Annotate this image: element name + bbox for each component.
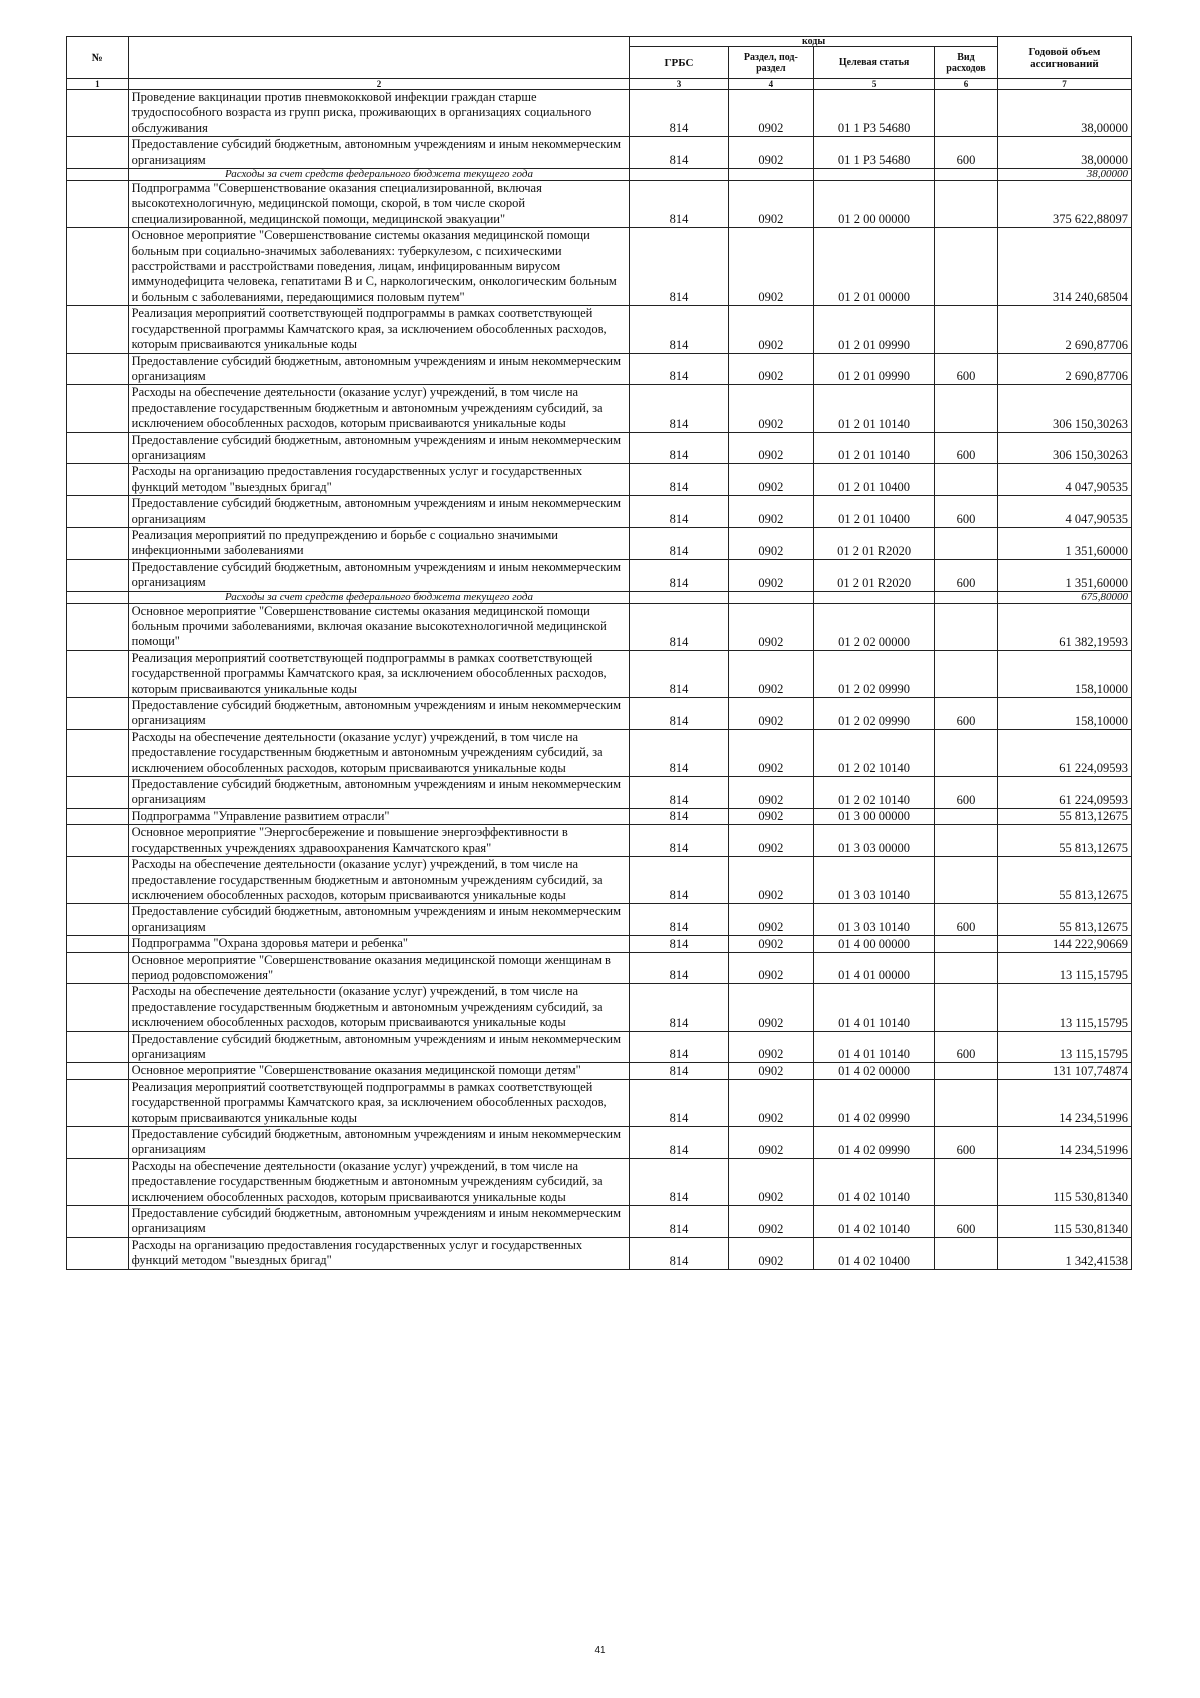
cell-number (67, 650, 129, 697)
cell-kind (935, 90, 998, 137)
cell-grbs: 814 (630, 464, 728, 496)
cell-section: 0902 (728, 306, 813, 353)
cell-number (67, 306, 129, 353)
cell-kind (935, 952, 998, 984)
cell-section: 0902 (728, 559, 813, 591)
cell-target: 01 3 03 10140 (814, 904, 935, 936)
cell-section: 0902 (728, 650, 813, 697)
cell-target: 01 2 01 10140 (814, 385, 935, 432)
cell-number (67, 464, 129, 496)
cell-section: 0902 (728, 904, 813, 936)
cell-number (67, 808, 129, 824)
table-row (67, 777, 1132, 809)
cell-section: 0902 (728, 984, 813, 1031)
cell-kind (935, 936, 998, 952)
cell-name: Предоставление субсидий бюджетным, автономным учреждениям и иным некоммерческим организациям (128, 353, 630, 385)
cell-kind: 600 (935, 698, 998, 730)
cell-grbs (630, 591, 728, 603)
cell-name: Подпрограмма "Совершенствование оказания специализированной, включая высокотехнологичную, медицинской помощи, скорой, в том числе скорой специализированной, медицинской помощи, медицинской эвакуации" (128, 181, 630, 228)
table-row (67, 1031, 1132, 1063)
cell-number (67, 825, 129, 857)
cell-target: 01 2 01 10400 (814, 464, 935, 496)
federal-budget-row (67, 591, 1132, 603)
cell-number (67, 1079, 129, 1126)
cell-number (67, 385, 129, 432)
cell-target: 01 4 02 00000 (814, 1063, 935, 1079)
header-index: 4 (728, 79, 813, 90)
cell-kind: 600 (935, 1206, 998, 1238)
cell-grbs: 814 (630, 857, 728, 904)
cell-target: 01 3 03 10140 (814, 857, 935, 904)
cell-section: 0902 (728, 1031, 813, 1063)
cell-name: Предоставление субсидий бюджетным, автономным учреждениям и иным некоммерческим организациям (128, 137, 630, 169)
header-index: 3 (630, 79, 728, 90)
cell-grbs: 814 (630, 936, 728, 952)
cell-kind (935, 603, 998, 650)
cell-section: 0902 (728, 1237, 813, 1269)
cell-section: 0902 (728, 353, 813, 385)
cell-section: 0902 (728, 857, 813, 904)
cell-amount: 675,80000 (997, 591, 1131, 603)
table-row (67, 527, 1132, 559)
cell-amount: 314 240,68504 (997, 228, 1131, 306)
cell-name: Реализация мероприятий по предупреждению и борьбе с социально значимыми инфекционными заболеваниями (128, 527, 630, 559)
cell-grbs: 814 (630, 181, 728, 228)
header-target: Целевая статья (814, 47, 935, 79)
table-row (67, 603, 1132, 650)
cell-target: 01 2 01 10400 (814, 496, 935, 528)
cell-target: 01 2 02 10140 (814, 729, 935, 776)
cell-section: 0902 (728, 228, 813, 306)
header-kind: Вид расходов (935, 47, 998, 79)
cell-number (67, 1158, 129, 1205)
cell-grbs: 814 (630, 1063, 728, 1079)
cell-kind (935, 1158, 998, 1205)
page-number: 41 (594, 1645, 606, 1656)
cell-section: 0902 (728, 496, 813, 528)
cell-kind (935, 385, 998, 432)
cell-section: 0902 (728, 1063, 813, 1079)
cell-amount: 14 234,51996 (997, 1079, 1131, 1126)
cell-number (67, 1063, 129, 1079)
cell-target: 01 2 01 09990 (814, 306, 935, 353)
cell-section: 0902 (728, 698, 813, 730)
cell-kind (935, 1063, 998, 1079)
cell-name: Расходы на организацию предоставления государственных услуг и государственных функций методом "выездных бригад" (128, 464, 630, 496)
cell-number (67, 353, 129, 385)
cell-name: Реализация мероприятий соответствующей подпрограммы в рамках соответствующей государственной программы Камчатского края, за исключением обособленных расходов, которым присваиваются уникальные коды (128, 1079, 630, 1126)
cell-name: Основное мероприятие "Совершенствование системы оказания медицинской помощи больным при социально-значимых заболеваниях: туберкулезом, с психическими расстройствами и расстройствами поведения, лицам, инфицированным вирусом иммунодефицита человека, гепатитами В и С, наркологическим, онкологическим больным и больным с заболеваниями, передающимися половым путем" (128, 228, 630, 306)
table-row (67, 228, 1132, 306)
cell-target: 01 2 02 00000 (814, 603, 935, 650)
cell-kind (935, 825, 998, 857)
cell-target: 01 4 02 09990 (814, 1127, 935, 1159)
cell-kind: 600 (935, 137, 998, 169)
cell-target: 01 3 03 00000 (814, 825, 935, 857)
table-row (67, 698, 1132, 730)
cell-target: 01 1 Р3 54680 (814, 90, 935, 137)
cell-target: 01 4 01 10140 (814, 1031, 935, 1063)
cell-target: 01 2 01 09990 (814, 353, 935, 385)
cell-grbs: 814 (630, 603, 728, 650)
cell-kind: 600 (935, 353, 998, 385)
cell-name: Расходы на обеспечение деятельности (оказание услуг) учреждений, в том числе на предоставление государственным бюджетным и автономным учреждениям субсидий, за исключением обособленных расходов, которым присваиваются уникальные коды (128, 857, 630, 904)
cell-amount: 1 351,60000 (997, 559, 1131, 591)
cell-amount: 13 115,15795 (997, 984, 1131, 1031)
cell-grbs: 814 (630, 808, 728, 824)
cell-number (67, 984, 129, 1031)
header-index: 5 (814, 79, 935, 90)
cell-target: 01 4 02 09990 (814, 1079, 935, 1126)
cell-target: 01 2 02 09990 (814, 698, 935, 730)
cell-kind (935, 650, 998, 697)
cell-name: Основное мероприятие "Совершенствование оказания медицинской помощи женщинам в период родовспоможения" (128, 952, 630, 984)
cell-grbs: 814 (630, 1206, 728, 1238)
cell-amount: 115 530,81340 (997, 1158, 1131, 1205)
cell-number (67, 1237, 129, 1269)
cell-name: Предоставление субсидий бюджетным, автономным учреждениям и иным некоммерческим организациям (128, 496, 630, 528)
cell-target: 01 4 02 10400 (814, 1237, 935, 1269)
table-row (67, 496, 1132, 528)
table-row (67, 825, 1132, 857)
cell-amount: 55 813,12675 (997, 808, 1131, 824)
cell-amount: 55 813,12675 (997, 857, 1131, 904)
cell-section: 0902 (728, 385, 813, 432)
cell-kind (935, 591, 998, 603)
cell-number (67, 432, 129, 464)
cell-number (67, 777, 129, 809)
cell-amount: 158,10000 (997, 650, 1131, 697)
cell-amount: 14 234,51996 (997, 1127, 1131, 1159)
cell-number (67, 952, 129, 984)
cell-grbs: 814 (630, 825, 728, 857)
cell-name: Предоставление субсидий бюджетным, автономным учреждениям и иным некоммерческим организациям (128, 559, 630, 591)
header-index: 6 (935, 79, 998, 90)
cell-number (67, 181, 129, 228)
cell-target: 01 3 00 00000 (814, 808, 935, 824)
cell-amount: 38,00000 (997, 169, 1131, 181)
cell-grbs: 814 (630, 137, 728, 169)
cell-kind: 600 (935, 432, 998, 464)
cell-number (67, 698, 129, 730)
cell-amount: 55 813,12675 (997, 825, 1131, 857)
cell-amount: 61 224,09593 (997, 729, 1131, 776)
cell-section: 0902 (728, 464, 813, 496)
table-row (67, 464, 1132, 496)
cell-name: Расходы за счет средств федерального бюджета текущего года (128, 169, 630, 181)
cell-grbs: 814 (630, 432, 728, 464)
table-row (67, 952, 1132, 984)
cell-number (67, 1127, 129, 1159)
cell-target: 01 4 01 00000 (814, 952, 935, 984)
table-row (67, 385, 1132, 432)
cell-number (67, 90, 129, 137)
cell-amount: 13 115,15795 (997, 1031, 1131, 1063)
cell-number (67, 527, 129, 559)
cell-section: 0902 (728, 90, 813, 137)
cell-grbs (630, 169, 728, 181)
table-row (67, 729, 1132, 776)
cell-number (67, 559, 129, 591)
cell-name: Проведение вакцинации против пневмококковой инфекции граждан старше трудоспособного возраста из групп риска, проживающих в организациях социального обслуживания (128, 90, 630, 137)
table-row (67, 1237, 1132, 1269)
table-row (67, 936, 1132, 952)
cell-name: Расходы на обеспечение деятельности (оказание услуг) учреждений, в том числе на предоставление государственным бюджетным и автономным учреждениям субсидий, за исключением обособленных расходов, которым присваиваются уникальные коды (128, 984, 630, 1031)
cell-name: Реализация мероприятий соответствующей подпрограммы в рамках соответствующей государственной программы Камчатского края, за исключением обособленных расходов, которым присваиваются уникальные коды (128, 306, 630, 353)
header-index: 1 (67, 79, 129, 90)
cell-name: Подпрограмма "Управление развитием отрасли" (128, 808, 630, 824)
table-row (67, 559, 1132, 591)
cell-name: Предоставление субсидий бюджетным, автономным учреждениям и иным некоммерческим организациям (128, 1206, 630, 1238)
header-section: Раздел, под-раздел (728, 47, 813, 79)
cell-name: Реализация мероприятий соответствующей подпрограммы в рамках соответствующей государственной программы Камчатского края, за исключением обособленных расходов, которым присваиваются уникальные коды (128, 650, 630, 697)
header-index: 7 (997, 79, 1131, 90)
cell-amount: 1 351,60000 (997, 527, 1131, 559)
table-header (67, 37, 1132, 90)
cell-target: 01 4 02 10140 (814, 1158, 935, 1205)
budget-sheet (66, 36, 1132, 1270)
cell-name: Предоставление субсидий бюджетным, автономным учреждениям и иным некоммерческим организациям (128, 698, 630, 730)
cell-number (67, 1031, 129, 1063)
cell-kind: 600 (935, 777, 998, 809)
table-row (67, 1206, 1132, 1238)
cell-amount: 38,00000 (997, 90, 1131, 137)
cell-amount: 61 382,19593 (997, 603, 1131, 650)
cell-grbs: 814 (630, 698, 728, 730)
cell-amount: 13 115,15795 (997, 952, 1131, 984)
cell-section: 0902 (728, 952, 813, 984)
header-amount: Годовой объем ассигнований (997, 37, 1131, 79)
cell-amount: 115 530,81340 (997, 1206, 1131, 1238)
table-body (67, 90, 1132, 1270)
cell-kind (935, 181, 998, 228)
cell-number (67, 591, 129, 603)
table-row (67, 857, 1132, 904)
cell-kind (935, 169, 998, 181)
cell-amount: 306 150,30263 (997, 432, 1131, 464)
cell-target: 01 2 02 09990 (814, 650, 935, 697)
table-row (67, 650, 1132, 697)
cell-grbs: 814 (630, 729, 728, 776)
cell-target: 01 2 01 00000 (814, 228, 935, 306)
cell-amount: 55 813,12675 (997, 904, 1131, 936)
cell-section: 0902 (728, 936, 813, 952)
cell-section (728, 591, 813, 603)
cell-amount: 158,10000 (997, 698, 1131, 730)
cell-section: 0902 (728, 603, 813, 650)
header-index: 2 (128, 79, 630, 90)
cell-grbs: 814 (630, 90, 728, 137)
cell-amount: 2 690,87706 (997, 353, 1131, 385)
cell-section: 0902 (728, 1079, 813, 1126)
table-row (67, 137, 1132, 169)
cell-name: Расходы на обеспечение деятельности (оказание услуг) учреждений, в том числе на предоставление государственным бюджетным и автономным учреждениям субсидий, за исключением обособленных расходов, которым присваиваются уникальные коды (128, 1158, 630, 1205)
cell-kind (935, 1079, 998, 1126)
cell-grbs: 814 (630, 1079, 728, 1126)
cell-number (67, 137, 129, 169)
table-row (67, 1127, 1132, 1159)
cell-amount: 2 690,87706 (997, 306, 1131, 353)
cell-amount: 131 107,74874 (997, 1063, 1131, 1079)
cell-target: 01 2 02 10140 (814, 777, 935, 809)
cell-amount: 375 622,88097 (997, 181, 1131, 228)
cell-number (67, 904, 129, 936)
cell-name: Расходы на обеспечение деятельности (оказание услуг) учреждений, в том числе на предоставление государственным бюджетным и автономным учреждениям субсидий, за исключением обособленных расходов, которым присваиваются уникальные коды (128, 385, 630, 432)
cell-grbs: 814 (630, 984, 728, 1031)
cell-kind: 600 (935, 1031, 998, 1063)
cell-name: Расходы на организацию предоставления государственных услуг и государственных функций методом "выездных бригад" (128, 1237, 630, 1269)
header-number: № (67, 37, 129, 79)
cell-kind (935, 228, 998, 306)
cell-name: Предоставление субсидий бюджетным, автономным учреждениям и иным некоммерческим организациям (128, 432, 630, 464)
cell-grbs: 814 (630, 496, 728, 528)
cell-number (67, 729, 129, 776)
cell-grbs: 814 (630, 385, 728, 432)
cell-target: 01 4 00 00000 (814, 936, 935, 952)
cell-section: 0902 (728, 527, 813, 559)
cell-amount: 144 222,90669 (997, 936, 1131, 952)
cell-amount: 306 150,30263 (997, 385, 1131, 432)
cell-grbs: 814 (630, 353, 728, 385)
cell-section: 0902 (728, 777, 813, 809)
cell-number (67, 603, 129, 650)
cell-name: Основное мероприятие "Энергосбережение и повышение энергоэффективности в государственных учреждениях здравоохранения Камчатского края" (128, 825, 630, 857)
cell-section: 0902 (728, 1158, 813, 1205)
cell-name: Предоставление субсидий бюджетным, автономным учреждениям и иным некоммерческим организациям (128, 1031, 630, 1063)
cell-target: 01 2 01 R2020 (814, 527, 935, 559)
cell-grbs: 814 (630, 527, 728, 559)
table-row (67, 904, 1132, 936)
cell-section: 0902 (728, 808, 813, 824)
cell-number (67, 857, 129, 904)
table-row (67, 306, 1132, 353)
cell-amount: 61 224,09593 (997, 777, 1131, 809)
cell-name: Основное мероприятие "Совершенствование оказания медицинской помощи детям" (128, 1063, 630, 1079)
cell-grbs: 814 (630, 559, 728, 591)
cell-number (67, 496, 129, 528)
cell-number (67, 1206, 129, 1238)
cell-section: 0902 (728, 825, 813, 857)
cell-grbs: 814 (630, 1031, 728, 1063)
cell-target: 01 4 01 10140 (814, 984, 935, 1031)
cell-grbs: 814 (630, 904, 728, 936)
cell-number (67, 228, 129, 306)
table-row (67, 181, 1132, 228)
cell-section: 0902 (728, 181, 813, 228)
cell-kind (935, 464, 998, 496)
cell-name: Основное мероприятие "Совершенствование системы оказания медицинской помощи больным прочими заболеваниями, включая оказание высокотехнологичной медицинской помощи" (128, 603, 630, 650)
cell-kind (935, 527, 998, 559)
header-codes: коды (630, 37, 998, 47)
cell-section (728, 169, 813, 181)
table-row (67, 90, 1132, 137)
table-row (67, 432, 1132, 464)
cell-name: Расходы на обеспечение деятельности (оказание услуг) учреждений, в том числе на предоставление государственным бюджетным и автономным учреждениям субсидий, за исключением обособленных расходов, которым присваиваются уникальные коды (128, 729, 630, 776)
cell-target: 01 2 01 10140 (814, 432, 935, 464)
header-grbs: ГРБС (630, 47, 728, 79)
cell-kind (935, 729, 998, 776)
cell-kind (935, 857, 998, 904)
cell-target: 01 1 Р3 54680 (814, 137, 935, 169)
cell-name: Предоставление субсидий бюджетным, автономным учреждениям и иным некоммерческим организациям (128, 777, 630, 809)
cell-amount: 4 047,90535 (997, 496, 1131, 528)
header-name-blank (128, 37, 630, 79)
cell-kind (935, 306, 998, 353)
cell-name: Расходы за счет средств федерального бюджета текущего года (128, 591, 630, 603)
cell-number (67, 936, 129, 952)
cell-name: Подпрограмма "Охрана здоровья матери и ребенка" (128, 936, 630, 952)
cell-kind (935, 984, 998, 1031)
cell-amount: 38,00000 (997, 137, 1131, 169)
cell-grbs: 814 (630, 952, 728, 984)
table-row (67, 984, 1132, 1031)
cell-grbs: 814 (630, 777, 728, 809)
cell-section: 0902 (728, 1206, 813, 1238)
cell-name: Предоставление субсидий бюджетным, автономным учреждениям и иным некоммерческим организациям (128, 904, 630, 936)
table-row (67, 1158, 1132, 1205)
cell-target (814, 591, 935, 603)
cell-target: 01 4 02 10140 (814, 1206, 935, 1238)
cell-name: Предоставление субсидий бюджетным, автономным учреждениям и иным некоммерческим организациям (128, 1127, 630, 1159)
cell-target: 01 2 00 00000 (814, 181, 935, 228)
cell-amount: 1 342,41538 (997, 1237, 1131, 1269)
cell-kind: 600 (935, 904, 998, 936)
cell-number (67, 169, 129, 181)
cell-grbs: 814 (630, 306, 728, 353)
cell-kind (935, 1237, 998, 1269)
cell-target: 01 2 01 R2020 (814, 559, 935, 591)
budget-table (66, 36, 1132, 1270)
table-row (67, 808, 1132, 824)
cell-section: 0902 (728, 1127, 813, 1159)
cell-kind: 600 (935, 1127, 998, 1159)
cell-kind: 600 (935, 496, 998, 528)
cell-section: 0902 (728, 729, 813, 776)
federal-budget-row (67, 169, 1132, 181)
cell-kind (935, 808, 998, 824)
cell-section: 0902 (728, 137, 813, 169)
cell-grbs: 814 (630, 650, 728, 697)
table-row (67, 1079, 1132, 1126)
cell-grbs: 814 (630, 1127, 728, 1159)
cell-grbs: 814 (630, 1237, 728, 1269)
cell-grbs: 814 (630, 1158, 728, 1205)
cell-target (814, 169, 935, 181)
cell-kind: 600 (935, 559, 998, 591)
table-row (67, 1063, 1132, 1079)
cell-section: 0902 (728, 432, 813, 464)
table-row (67, 353, 1132, 385)
cell-amount: 4 047,90535 (997, 464, 1131, 496)
cell-grbs: 814 (630, 228, 728, 306)
